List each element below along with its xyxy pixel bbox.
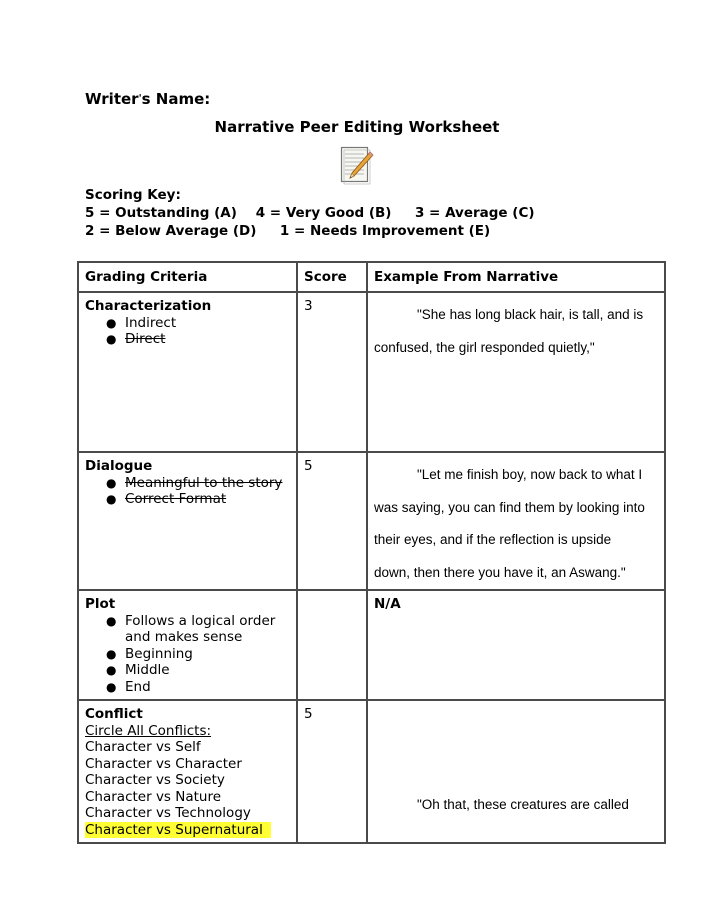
criteria-cell <box>78 292 297 452</box>
bullet-item-struck: ● Direct <box>85 331 290 348</box>
criteria-cell <box>78 590 297 700</box>
conflict-option: Character vs Technology <box>85 805 251 821</box>
criteria-title: Conflict <box>85 706 143 722</box>
criteria-bullets <box>85 475 290 508</box>
score-cell: 5 <box>297 700 367 843</box>
example-na: N/A <box>374 596 401 612</box>
conflict-option: Character vs Society <box>85 772 225 788</box>
example-cell <box>367 590 665 700</box>
table-row-characterization <box>78 292 665 452</box>
score-cell: 5 <box>297 452 367 590</box>
bullet-item: ● Indirect <box>85 315 290 332</box>
table-row-conflict <box>78 700 665 843</box>
criteria-title: Characterization <box>85 298 212 314</box>
example-line: "Let me finish boy, now back to what I <box>417 467 643 482</box>
grading-table <box>77 261 666 844</box>
bullet-item-struck: ● Correct Format <box>85 491 290 508</box>
conflict-option-highlighted: Character vs Supernatural <box>85 822 271 838</box>
conflict-option: Character vs Character <box>85 755 242 772</box>
writers-name-label: Writer's Name: <box>85 90 211 108</box>
bullet-item-struck: ● Meaningful to the story <box>85 475 290 492</box>
criteria-cell <box>78 452 297 590</box>
bullet-item: ● Follows a logical order and makes sense <box>85 613 290 646</box>
table-row-dialogue <box>78 452 665 590</box>
column-header-criteria: Grading Criteria <box>78 262 297 292</box>
score-cell: 3 <box>297 292 367 452</box>
scoring-key-line-2: 2 = Below Average (D) 1 = Needs Improvement (E) <box>85 223 491 239</box>
criteria-title: Dialogue <box>85 458 153 474</box>
example-line: confused, the girl responded quietly," <box>374 339 595 355</box>
criteria-bullets <box>85 613 290 696</box>
example-line: "She has long black hair, is tall, and is <box>417 307 644 322</box>
example-line: was saying, you can find them by looking into <box>374 499 645 515</box>
criteria-cell <box>78 700 297 843</box>
conflict-option: Character vs Self <box>85 739 201 755</box>
bullet-item: ● End <box>85 679 290 696</box>
example-cell <box>367 452 665 590</box>
example-line: down, then there you have it, an Aswang." <box>374 564 626 580</box>
bullet-item: ● Beginning <box>85 646 290 663</box>
column-header-example: Example From Narrative <box>367 262 665 292</box>
page-title: Narrative Peer Editing Worksheet <box>214 118 500 136</box>
conflict-option: Character vs Nature <box>85 788 222 805</box>
bullet-item: ● Middle <box>85 662 290 679</box>
pencil-paper-icon <box>340 146 374 186</box>
table-row-plot <box>78 590 665 700</box>
score-cell <box>297 590 367 700</box>
example-line: their eyes, and if the reflection is upside <box>374 532 612 547</box>
table-header-row <box>78 262 665 292</box>
example-cell <box>367 700 665 843</box>
scoring-key-title: Scoring Key: <box>85 187 181 203</box>
example-cell <box>367 292 665 452</box>
column-header-score: Score <box>297 262 367 292</box>
scoring-key-line-1: 5 = Outstanding (A) 4 = Very Good (B) 3 = Average (C) <box>85 205 535 221</box>
criteria-bullets <box>85 315 290 348</box>
example-line: "Oh that, these creatures are called <box>417 797 629 812</box>
criteria-title: Plot <box>85 596 116 612</box>
conflict-subheading: Circle All Conflicts: <box>85 722 212 739</box>
